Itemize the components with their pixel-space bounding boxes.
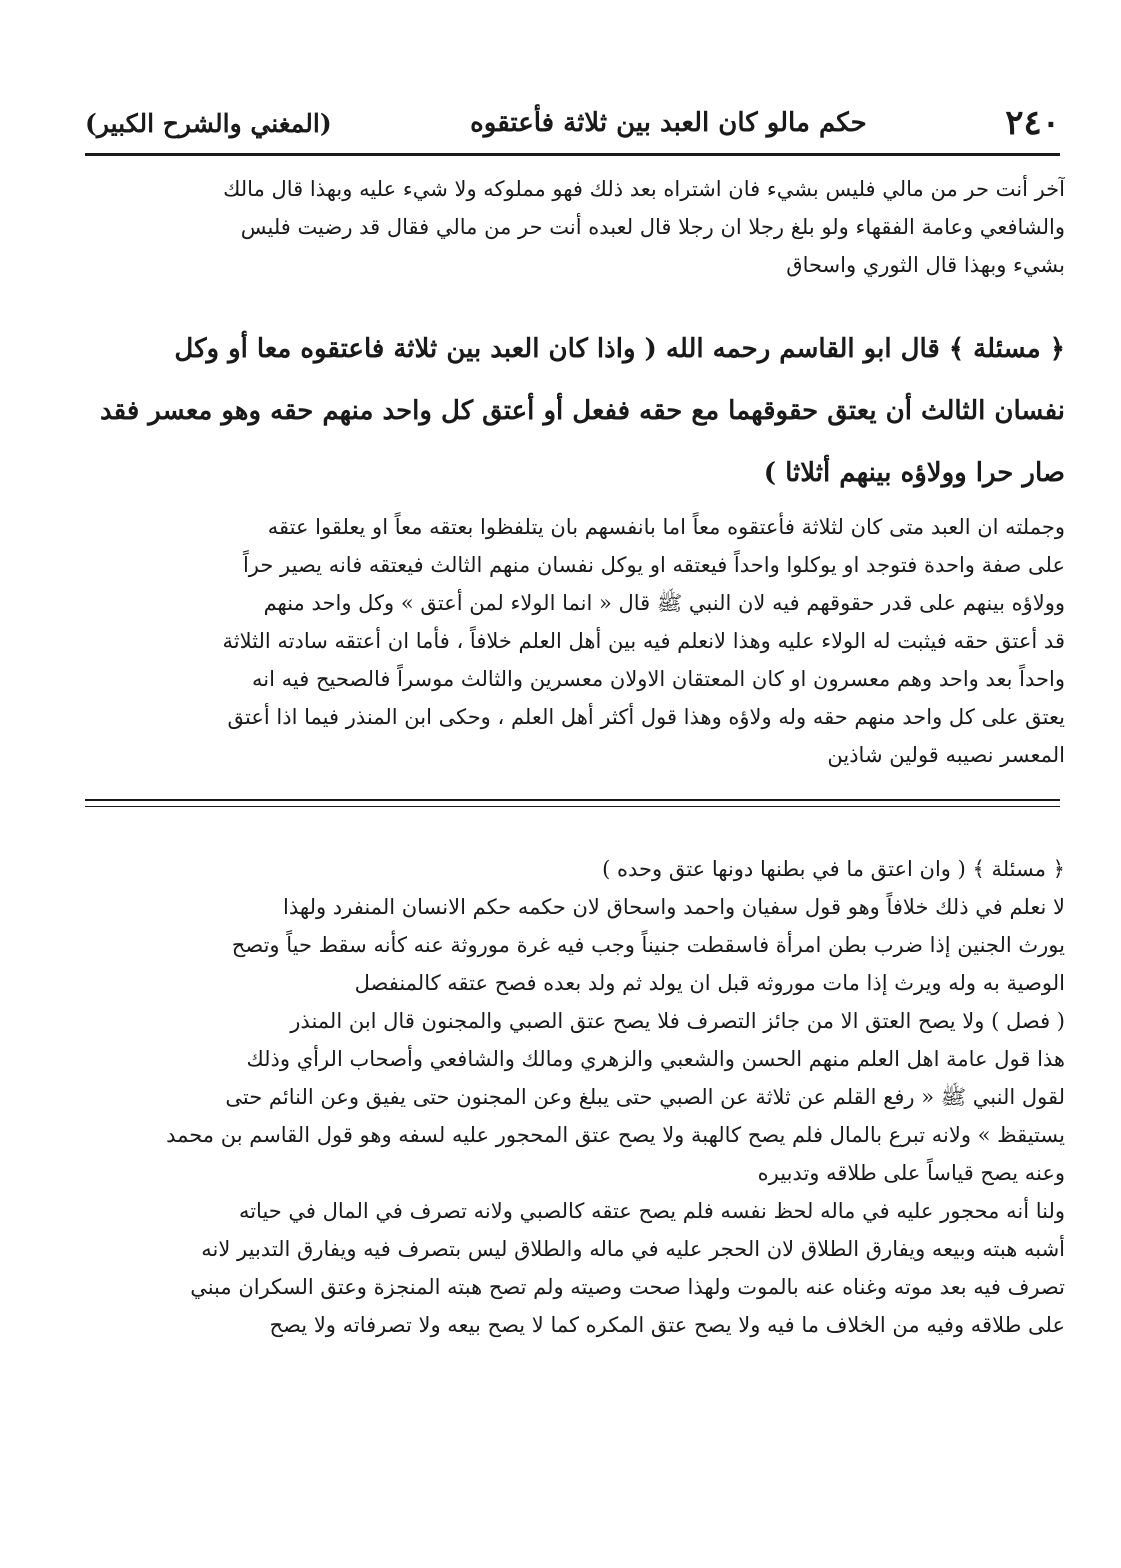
text-line: ولنا أنه محجور عليه في ماله لحظ نفسه فلم يصح عتقه كالصبي ولانه تصرف في المال في حياته [238, 1199, 1065, 1223]
text-line: على صفة واحدة فتوجد او يوكلوا واحداً فيعتقه او يوكل نفسان منهم الثالث فيعتقه فانه يصير حراً [242, 553, 1065, 577]
text-line: المعسر نصيبه قولين شاذين [827, 743, 1065, 767]
text-line: آخر أنت حر من مالي فليس بشيء فان اشتراه بعد ذلك فهو مملوكه ولا شيء عليه وبهذا قال مالك [223, 177, 1065, 201]
text-line: لقول النبي ﷺ « رفع القلم عن ثلاثة عن الصبي حتى يبلغ وعن المجنون حتى يفيق وعن النائم حتى [225, 1085, 1065, 1109]
text-line: الوصية به وله ويرث إذا مات موروثه قبل ان يولد ثم ولد بعده فصح عتقه كالمنفصل [354, 971, 1065, 995]
text-line: أشبه هبته وبيعه ويفارق الطلاق لان الحجر عليه في ماله والطلاق ليس بتصرف فيه ويفارق التدبير لانه [201, 1237, 1065, 1261]
text-line: يورث الجنين إذا ضرب بطن امرأة فاسقطت جنيناً وجب فيه غرة موروثة عنه كأنه سقط حياً وتصح [231, 933, 1065, 957]
section-divider-top [85, 799, 1060, 801]
text-line: ( فصل ) ولا يصح العتق الا من جائز التصرف فلا يصح عتق الصبي والمجنون قال ابن المنذر [290, 1009, 1065, 1033]
text-line: لا نعلم في ذلك خلافاً وهو قول سفيان واحمد واسحاق لان حكمه حكم الانسان المنفرد ولهذا [283, 895, 1065, 919]
text-line: هذا قول عامة اهل العلم منهم الحسن والشعبي والزهري ومالك والشافعي وأصحاب الرأي وذلك [246, 1047, 1065, 1071]
text-line: قد أعتق حقه فيثبت له الولاء عليه وهذا لانعلم فيه بين أهل العلم خلافاً ، فأما ان أعتقه سادته الثلاثة [222, 629, 1065, 653]
text-line: وجملته ان العبد متى كان لثلاثة فأعتقوه معاً اما بانفسهم بان يتلفظوا بعتقه معاً او يعلقوا عتقه [267, 515, 1065, 539]
text-line: بشيء وبهذا قال الثوري واسحاق [786, 253, 1065, 277]
book-title: (المغني والشرح الكبير) [85, 108, 332, 138]
commentary-paragraph [80, 508, 1065, 774]
page-number: ٢٤٠ [1005, 103, 1060, 143]
page-header [85, 95, 1060, 151]
section-divider-bottom [85, 806, 1060, 807]
text-line: وولاؤه بينهم على قدر حقوقهم فيه لان النبي ﷺ قال « انما الولاء لمن أعتق » وكل واحد منهم [263, 591, 1065, 615]
text-line: تصرف فيه بعد موته وغناه عنه بالموت ولهذا صحت وصيته ولم تصح هبته المنجزة وعتق السكران مبني [190, 1275, 1065, 1299]
text-line: يستيقظ » ولانه تبرع بالمال فلم يصح كالهبة ولا يصح عتق المحجور عليه لسفه وهو قول القاسم بن محمد [166, 1123, 1065, 1147]
text-line: صار حرا وولاؤه بينهم أثلاثا ) [763, 458, 1065, 488]
header-rule [85, 153, 1060, 156]
text-line: يعتق على كل واحد منهم حقه وله ولاؤه وهذا قول أكثر أهل العلم ، وحكى ابن المنذر فيما اذا أعتق [227, 705, 1065, 729]
running-title: حكم مالو كان العبد بين ثلاثة فأعتقوه [470, 108, 867, 138]
text-line: ﴿ مسئلة ﴾ قال ابو القاسم رحمه الله ( واذا كان العبد بين ثلاثة فاعتقوه معا أو وكل [174, 334, 1065, 364]
text-line: واحداً بعد واحد وهم معسرون او كان المعتقان الاولان معسرين والثالث موسراً فالصحيح فيه انه [252, 667, 1065, 691]
text-line: على طلاقه وفيه من الخلاف ما فيه ولا يصح عتق المكره كما لا يصح بيعه ولا تصرفاته ولا يصح [269, 1313, 1065, 1337]
masala-text [80, 318, 1065, 504]
text-line: ﴿ مسئلة ﴾ ( وان اعتق ما في بطنها دونها عتق وحده ) [602, 857, 1065, 881]
text-line: وعنه يصح قياساً على طلاقه وتدبيره [757, 1161, 1065, 1185]
intro-paragraph [80, 170, 1065, 284]
text-line: نفسان الثالث أن يعتق حقوقهما مع حقه ففعل أو أعتق كل واحد منهم حقه وهو معسر فقد [100, 396, 1065, 426]
text-line: والشافعي وعامة الفقهاء ولو بلغ رجلا ان رجلا قال لعبده أنت حر من مالي فقال قد رضيت فليس [240, 215, 1065, 239]
lower-section [80, 850, 1065, 1344]
